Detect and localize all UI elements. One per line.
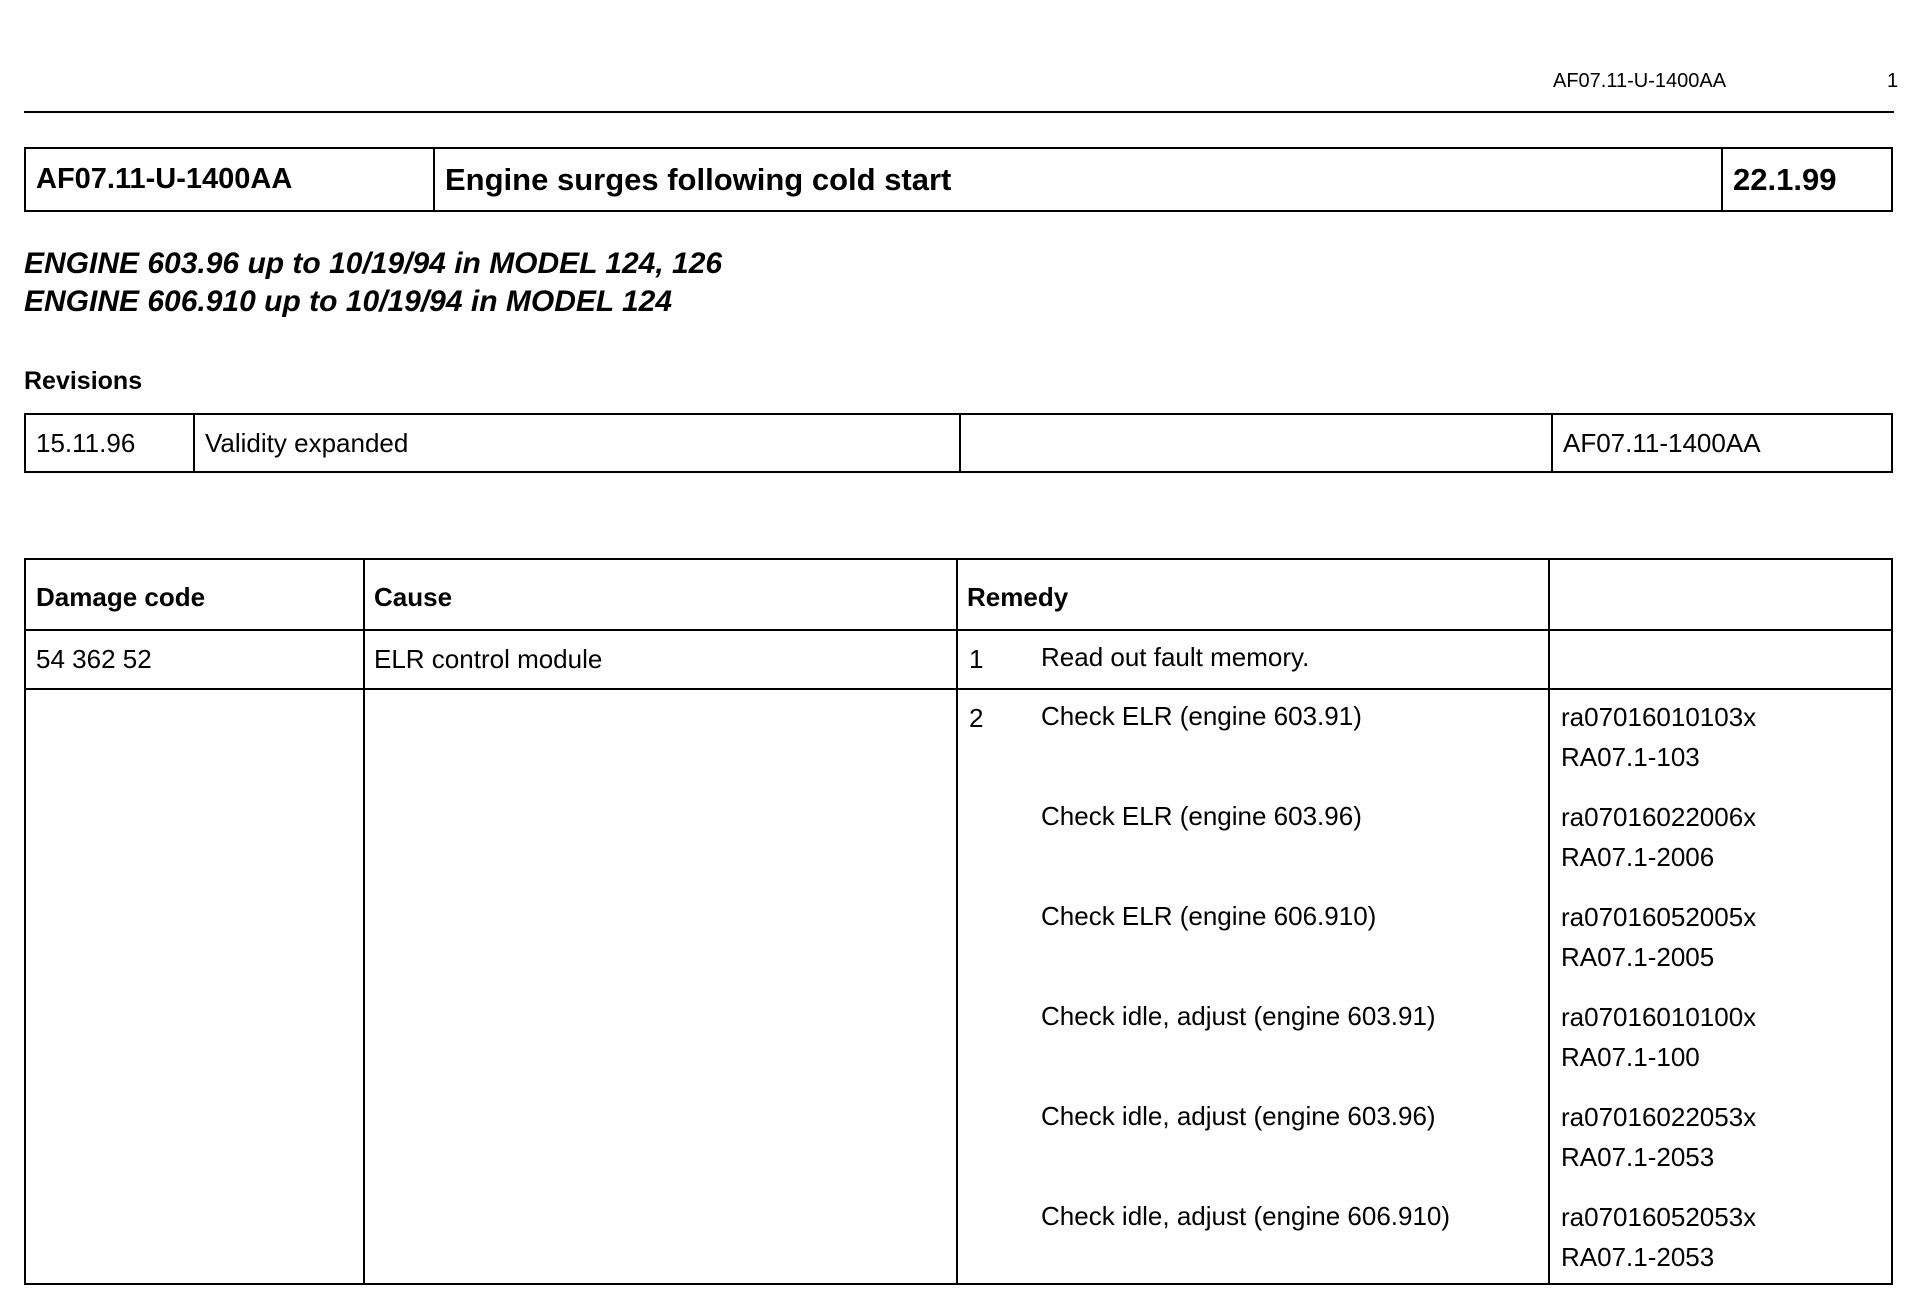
remedy-item: Check idle, adjust (engine 603.96) bbox=[1041, 1101, 1436, 1131]
revision-reference: AF07.11-1400AA bbox=[1563, 427, 1761, 458]
reference-item bbox=[1561, 1097, 1756, 1177]
reference-code: RA07.1-2053 bbox=[1561, 1142, 1715, 1172]
cause-value: ELR control module bbox=[374, 644, 603, 674]
revisions-table bbox=[24, 413, 1893, 473]
validity-line-2: ENGINE 606.910 up to 10/19/94 in MODEL 124 bbox=[24, 285, 673, 318]
remedy-item: Check idle, adjust (engine 606.910) bbox=[1041, 1201, 1451, 1231]
engine-validity bbox=[24, 245, 722, 321]
revision-description: Validity expanded bbox=[195, 415, 961, 471]
header-divider bbox=[24, 111, 1894, 113]
row-divider bbox=[26, 688, 1891, 690]
header-cause: Cause bbox=[374, 582, 453, 612]
reference-item bbox=[1561, 997, 1756, 1077]
reference-code: RA07.1-2006 bbox=[1561, 842, 1715, 872]
reference-item bbox=[1561, 897, 1756, 977]
remedy-item: Check ELR (engine 603.91) bbox=[1041, 701, 1362, 731]
revision-date: 15.11.96 bbox=[26, 415, 195, 471]
remedy-item: Check ELR (engine 603.96) bbox=[1041, 801, 1362, 831]
step-number: 1 bbox=[969, 644, 984, 674]
header-doc-code: AF07.11-U-1400AA bbox=[1553, 70, 1727, 92]
remedy-step-1: Read out fault memory. bbox=[1041, 642, 1310, 672]
title-box bbox=[24, 147, 1893, 212]
page-number: 1 bbox=[1887, 70, 1899, 92]
reference-code: RA07.1-100 bbox=[1561, 1042, 1700, 1072]
revision-blank-cell bbox=[961, 415, 1553, 471]
reference-item bbox=[1561, 797, 1756, 877]
reference-link[interactable]: ra07016022053x bbox=[1561, 1102, 1757, 1132]
remedy-item: Check idle, adjust (engine 603.91) bbox=[1041, 1001, 1436, 1031]
diagnosis-table bbox=[24, 558, 1893, 1285]
reference-code: RA07.1-2053 bbox=[1561, 1242, 1715, 1272]
reference-link[interactable]: ra07016010103x bbox=[1561, 702, 1757, 732]
column-divider bbox=[363, 560, 365, 1283]
header-damage-code: Damage code bbox=[36, 582, 206, 612]
damage-code-value: 54 362 52 bbox=[36, 644, 152, 674]
validity-line-1: ENGINE 603.96 up to 10/19/94 in MODEL 124, 126 bbox=[24, 247, 723, 280]
column-divider bbox=[1548, 560, 1550, 1283]
document-title: Engine surges following cold start bbox=[435, 149, 1723, 210]
remedy-item: Check ELR (engine 606.910) bbox=[1041, 901, 1377, 931]
reference-link[interactable]: ra07016022006x bbox=[1561, 802, 1757, 832]
revisions-label: Revisions bbox=[24, 367, 143, 395]
reference-link[interactable]: ra07016052005x bbox=[1561, 902, 1757, 932]
reference-code: RA07.1-103 bbox=[1561, 742, 1700, 772]
reference-item bbox=[1561, 697, 1756, 777]
reference-link[interactable]: ra07016010100x bbox=[1561, 1002, 1757, 1032]
column-divider bbox=[956, 560, 958, 1283]
header-remedy: Remedy bbox=[967, 582, 1069, 612]
document-code: AF07.11-U-1400AA bbox=[26, 149, 435, 210]
step-number: 2 bbox=[969, 703, 984, 733]
document-date: 22.1.99 bbox=[1733, 161, 1837, 197]
row-divider bbox=[26, 629, 1891, 631]
reference-link[interactable]: ra07016052053x bbox=[1561, 1202, 1757, 1232]
reference-code: RA07.1-2005 bbox=[1561, 942, 1715, 972]
reference-item bbox=[1561, 1197, 1756, 1277]
